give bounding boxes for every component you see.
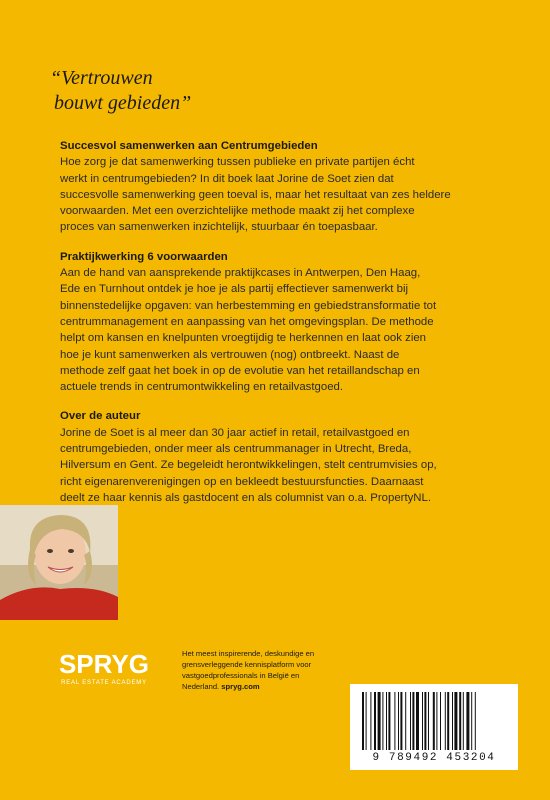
author-portrait-image [0, 505, 118, 620]
barcode-bar [463, 692, 464, 750]
barcode-bar [388, 692, 390, 750]
section-author [60, 408, 490, 506]
barcode-bar [405, 692, 406, 750]
barcode-bar [400, 692, 402, 750]
barcode-bar [466, 692, 469, 750]
logo-wordmark: SPRYG [58, 649, 150, 679]
publisher-link[interactable]: spryg.com [221, 682, 260, 691]
barcode-bar [374, 692, 376, 750]
barcode-bars [362, 692, 506, 752]
section-practice [60, 249, 490, 396]
section-intro [60, 138, 490, 236]
barcode-bar [382, 692, 383, 750]
barcode-bar [412, 692, 414, 750]
barcode-bar [378, 692, 381, 750]
section-heading: Praktijkwerking 6 voorwaarden [60, 250, 228, 263]
logo-tagline: REAL ESTATE ACADEMY [61, 680, 147, 686]
section-paragraph: Hoe zorg je dat samenwerking tussen publieke en private partijen écht werkt in centrumgebieden? In dit boek laat Jorine de Soet zien dat succesvolle samenwerking geen toeval is, maar het resultaat van zes heldere voorwaarden. Met een overzichtelijke methode maakt zij het complexe proces van samenwerken inzichtelijk, stuurbaar én toepasbaar. [60, 156, 451, 234]
barcode-bar [410, 692, 411, 750]
isbn-number: 9 789492 453204 [372, 752, 496, 764]
barcode-bar [370, 692, 371, 750]
barcode-bar [433, 692, 435, 750]
barcode-bar [436, 692, 437, 750]
spryg-logo [58, 650, 150, 694]
barcode-bar [394, 692, 395, 750]
barcode-bar [459, 692, 461, 750]
publisher-blurb [182, 648, 352, 692]
barcode-bar [386, 692, 387, 750]
barcode [350, 684, 518, 770]
barcode-bar [428, 692, 429, 750]
author-photo [0, 505, 118, 620]
barcode-bar [398, 692, 399, 750]
barcode-bar [452, 692, 453, 750]
barcode-bar [366, 692, 367, 750]
barcode-bar [447, 692, 449, 750]
blurb-text: Het meest inspirerende, deskundige en grensverleggende kennisplatform voor vastgoedprofessionals in België en Nederland. [182, 649, 315, 691]
barcode-bar [445, 692, 446, 750]
cover-quote [50, 66, 191, 116]
barcode-bar [422, 692, 423, 750]
quote-line-2: bouwt gebieden” [54, 92, 192, 114]
section-heading: Succesvol samenwerken aan Centrumgebieden [60, 140, 318, 152]
section-heading: Over de auteur [60, 410, 141, 423]
barcode-bar [362, 692, 364, 750]
barcode-bar [454, 692, 457, 750]
quote-line-1: “Vertrouwen [50, 67, 153, 89]
barcode-bar [471, 692, 472, 750]
barcode-bar [440, 692, 441, 750]
barcode-bar [424, 692, 426, 750]
back-cover-text [60, 138, 490, 519]
barcode-bar [475, 692, 476, 750]
section-paragraph: Aan de hand van aansprekende praktijkcases in Antwerpen, Den Haag, Ede en Turnhout ontdek je hoe je als partij effectiever samenwerkt bij binnenstedelijke opgaven: van herbestemming en gebiedstransformatie tot centrummanagement en aanpassing van het omgevingsplan. De methode helpt om kansen en knelpunten vroegtijdig te herkennen en laat ook zien hoe je kunt samenwerken als vertrouwen (nog) ontbreekt. Naast de methode zelf gaat het boek in op de evolutie van het retaillandschap en actuele trends in centrumontwikkeling en retailvastgoed. [60, 267, 437, 394]
section-paragraph: Jorine de Soet is al meer dan 30 jaar actief in retail, retailvastgoed en centrumgebieden, onder meer als centrummanager in Utrecht, Breda, Hilversum en Gent. Ze begeleidt herontwikkelingen, stelt centrumvisies op, richt eigenarenverenigingen op en bekleedt bestuursfuncties. Daarnaast deelt ze haar kennis als gastdocent en als columnist van o.a. PropertyNL. [60, 426, 437, 504]
barcode-bar [416, 692, 419, 750]
